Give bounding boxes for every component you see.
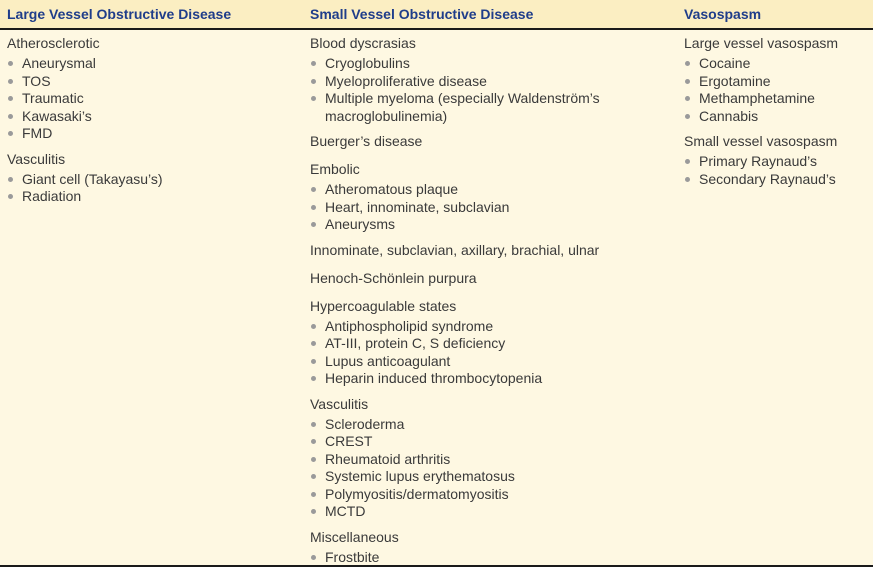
- section: [310, 396, 640, 521]
- list-item: Cocaine: [684, 55, 869, 73]
- list-item: Antiphospholipid syndrome: [310, 318, 640, 336]
- list-item: Multiple myeloma (especially Waldenström’s macroglobulinemia): [310, 90, 640, 125]
- section: [310, 529, 640, 567]
- bullet-list: [684, 55, 869, 125]
- list-item: AT-III, protein C, S deficiency: [310, 335, 640, 353]
- list-item: Primary Raynaud’s: [684, 153, 869, 171]
- bullet-list: [7, 171, 297, 206]
- section-title: Henoch-Schönlein purpura: [310, 269, 477, 286]
- table-header: [0, 0, 873, 30]
- column-vasospasm: [684, 35, 869, 188]
- column-large-vessel: [7, 35, 297, 206]
- section-title: Blood dyscrasias: [310, 35, 416, 51]
- section: [310, 35, 640, 125]
- list-item: TOS: [7, 73, 297, 91]
- list-item: Radiation: [7, 188, 297, 206]
- list-item: FMD: [7, 125, 297, 143]
- section: [310, 161, 640, 234]
- list-item: Cryoglobulins: [310, 55, 640, 73]
- section-title: Hypercoagulable states: [310, 297, 457, 314]
- list-item: Cannabis: [684, 108, 869, 126]
- header-small-vessel: Small Vessel Obstructive Disease: [310, 6, 534, 22]
- section-title: Atherosclerotic: [7, 35, 100, 51]
- section-title: Large vessel vasospasm: [684, 35, 839, 51]
- section-title: Buerger’s disease: [310, 133, 423, 149]
- section: [310, 298, 640, 388]
- section: [310, 242, 640, 262]
- list-item: Heparin induced thrombocytopenia: [310, 370, 640, 388]
- list-item: Giant cell (Takayasu’s): [7, 171, 297, 189]
- list-item: Kawasaki’s: [7, 108, 297, 126]
- list-item: Rheumatoid arthritis: [310, 451, 640, 469]
- bullet-list: [7, 55, 297, 143]
- list-item: Atheromatous plaque: [310, 181, 640, 199]
- list-item: MCTD: [310, 503, 640, 521]
- section: [684, 35, 869, 125]
- bullet-list: [310, 318, 640, 388]
- section: [310, 133, 640, 153]
- bullet-list: [310, 549, 640, 567]
- header-large-vessel: Large Vessel Obstructive Disease: [7, 6, 232, 22]
- list-item: Scleroderma: [310, 416, 640, 434]
- section-title: Vasculitis: [310, 395, 369, 412]
- bullet-list: [310, 416, 640, 521]
- column-small-vessel: [310, 35, 640, 566]
- section: [7, 151, 297, 206]
- list-item: Frostbite: [310, 549, 640, 567]
- list-item: Aneurysmal: [7, 55, 297, 73]
- section: [684, 133, 869, 188]
- bullet-list: [310, 181, 640, 234]
- list-item: Lupus anticoagulant: [310, 353, 640, 371]
- section-title: Miscellaneous: [310, 528, 399, 545]
- list-item: Aneurysms: [310, 216, 640, 234]
- header-vasospasm: Vasospasm: [684, 6, 762, 22]
- section-title: Vasculitis: [7, 150, 66, 167]
- list-item: Polymyositis/dermatomyositis: [310, 486, 640, 504]
- section-title: Small vessel vasospasm: [684, 133, 838, 149]
- list-item: Methamphetamine: [684, 90, 869, 108]
- bullet-list: [684, 153, 869, 188]
- list-item: Myeloproliferative disease: [310, 73, 640, 91]
- list-item: Heart, innominate, subclavian: [310, 199, 640, 217]
- list-item: Ergotamine: [684, 73, 869, 91]
- list-item: Traumatic: [7, 90, 297, 108]
- bullet-list: [310, 55, 640, 125]
- list-item: Systemic lupus erythematosus: [310, 468, 640, 486]
- section-title: Innominate, subclavian, axillary, brachial, ulnar: [310, 241, 600, 258]
- section: [7, 35, 297, 143]
- list-item: CREST: [310, 433, 640, 451]
- section: [310, 270, 640, 290]
- list-item: Secondary Raynaud’s: [684, 171, 869, 189]
- section-title: Embolic: [310, 161, 360, 177]
